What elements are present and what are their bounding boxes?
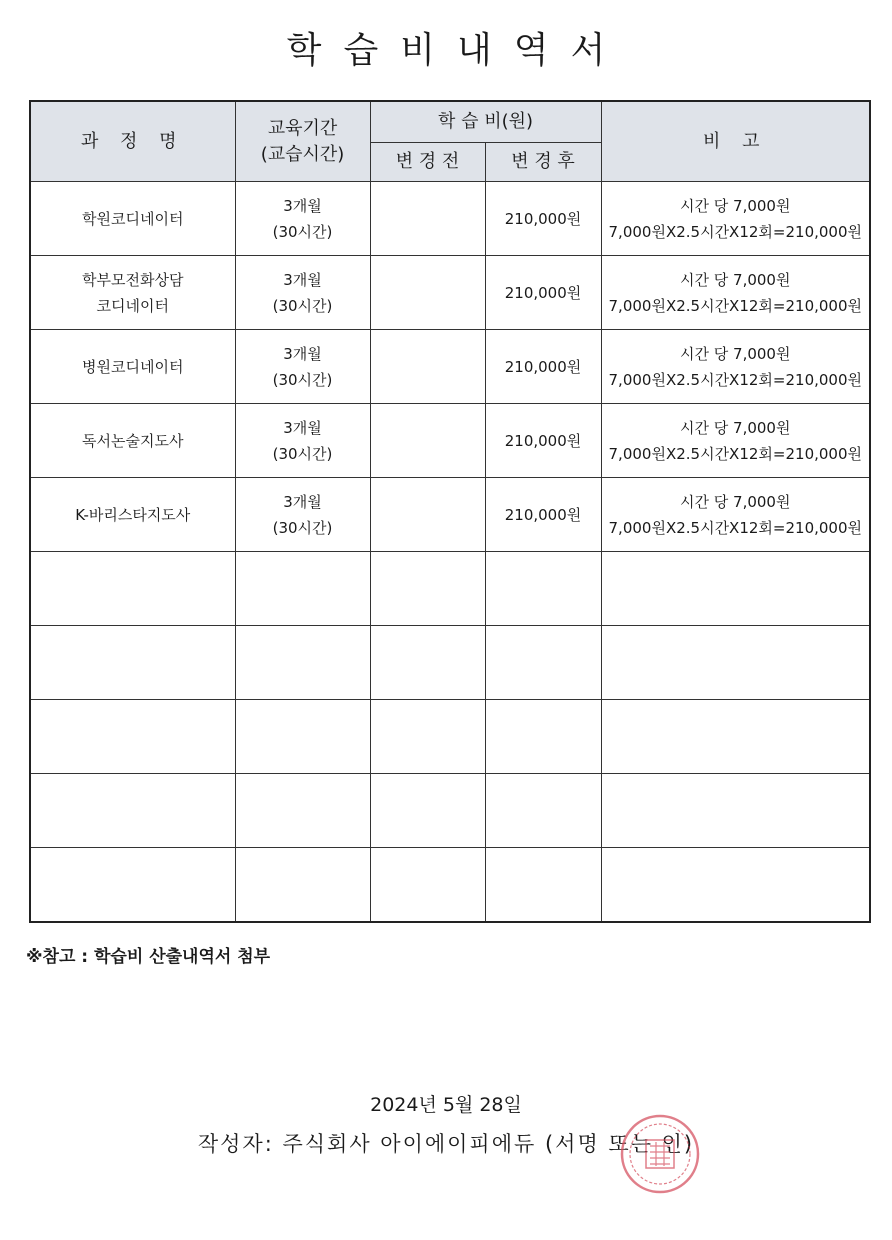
course-cell [30,404,235,478]
remark-rate: 시간 당 7,000원 [680,418,791,437]
author-line: 작성자: 주식회사 아이에이피에듀 (서명 또는 인) [197,1132,695,1156]
table-row [30,182,870,256]
fee-before-cell [370,478,485,552]
empty-cell [235,774,370,848]
course-name: 병원코디네이터 [82,357,184,376]
period-cell [235,478,370,552]
empty-cell [370,774,485,848]
period-hours: (30시간) [272,296,333,315]
empty-cell [370,552,485,626]
empty-cell [485,848,601,922]
fee-table [29,100,871,923]
empty-cell [601,626,870,700]
empty-cell [370,700,485,774]
fee-after-cell: 210,000원 [485,330,601,404]
remark-cell [601,404,870,478]
empty-cell [485,774,601,848]
empty-cell [30,848,235,922]
fee-after-cell: 210,000원 [485,256,601,330]
empty-cell [601,848,870,922]
header-period-line2: (교습시간) [260,143,345,165]
empty-row [30,774,870,848]
empty-row [30,626,870,700]
empty-cell [235,626,370,700]
fee-after-cell: 210,000원 [485,182,601,256]
remark-cell [601,478,870,552]
empty-row [30,552,870,626]
empty-cell [235,700,370,774]
empty-cell [370,626,485,700]
period-months: 3개월 [283,492,322,511]
remark-rate: 시간 당 7,000원 [680,196,791,215]
empty-cell [601,700,870,774]
empty-cell [485,552,601,626]
remark-rate: 시간 당 7,000원 [680,270,791,289]
period-cell [235,256,370,330]
period-hours: (30시간) [272,222,333,241]
empty-cell [485,626,601,700]
course-name-line2: 코디네이터 [96,296,169,315]
empty-cell [235,848,370,922]
remark-calc: 7,000원X2.5시간X12회=210,000원 [608,444,862,463]
period-cell [235,404,370,478]
table-row [30,330,870,404]
period-months: 3개월 [283,344,322,363]
period-cell [235,182,370,256]
period-cell [235,330,370,404]
period-months: 3개월 [283,418,322,437]
course-name: K-바리스타지도사 [75,505,191,524]
fee-before-cell [370,330,485,404]
period-hours: (30시간) [272,370,333,389]
course-name: 학부모전화상담 [82,270,184,289]
empty-row [30,700,870,774]
fee-before-cell [370,404,485,478]
period-hours: (30시간) [272,444,333,463]
fee-before-cell [370,256,485,330]
course-name: 학원코디네이터 [82,209,184,228]
fee-after-cell: 210,000원 [485,404,601,478]
course-cell [30,478,235,552]
fee-before-cell [370,182,485,256]
empty-cell [601,552,870,626]
seal-stamp-icon [618,1112,702,1196]
remark-cell [601,256,870,330]
empty-cell [370,848,485,922]
header-fee-group: 학 습 비(원) [370,101,601,143]
remark-cell [601,330,870,404]
period-months: 3개월 [283,196,322,215]
table-row [30,478,870,552]
header-period [235,101,370,182]
empty-cell [601,774,870,848]
period-hours: (30시간) [272,518,333,537]
course-cell [30,330,235,404]
empty-cell [30,626,235,700]
empty-cell [235,552,370,626]
table-row [30,404,870,478]
remark-calc: 7,000원X2.5시간X12회=210,000원 [608,222,862,241]
empty-row [30,848,870,922]
empty-cell [30,774,235,848]
remark-calc: 7,000원X2.5시간X12회=210,000원 [608,518,862,537]
course-name: 독서논술지도사 [82,431,184,450]
empty-cell [30,700,235,774]
reference-note: ※참고 : 학습비 산출내역서 첨부 [26,947,271,967]
remark-rate: 시간 당 7,000원 [680,344,791,363]
course-cell [30,182,235,256]
header-remark: 비 고 [601,101,870,182]
table-row [30,256,870,330]
empty-cell [30,552,235,626]
header-period-line1: 교육기간 [267,117,338,139]
remark-rate: 시간 당 7,000원 [680,492,791,511]
header-before: 변 경 전 [370,143,485,182]
document-title: 학습비내역서 [286,30,628,71]
remark-calc: 7,000원X2.5시간X12회=210,000원 [608,296,862,315]
header-course: 과 정 명 [30,101,235,182]
empty-cell [485,700,601,774]
document-date: 2024년 5월 28일 [370,1094,522,1116]
remark-cell [601,182,870,256]
remark-calc: 7,000원X2.5시간X12회=210,000원 [608,370,862,389]
course-cell [30,256,235,330]
header-after: 변 경 후 [485,143,601,182]
period-months: 3개월 [283,270,322,289]
fee-after-cell: 210,000원 [485,478,601,552]
